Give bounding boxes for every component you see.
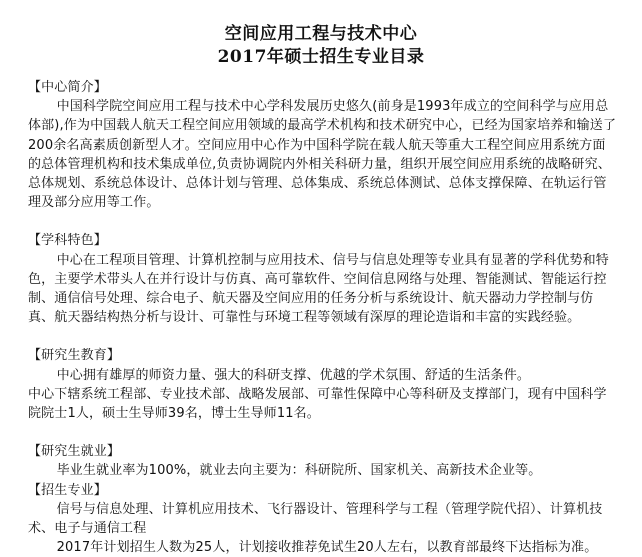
section-employment bbox=[28, 442, 618, 480]
discipline-paragraph: 中心在工程项目管理、计算机控制与应用技术、信号与信息处理等专业具有显著的学科优势和特色，主要学术带头人在并行设计与仿真、高可靠软件、空间信息网络与处理、智能测试、智能运行控制、通信信号处理、综合电子、航天器及空间应用的任务分析与系统设计、航天器动力学控制与仿真、航天器结构热分析与设计、可靠性与环境工程等领域有深厚的理论造诣和丰富的实践经验。 bbox=[28, 252, 609, 326]
section-heading-employment: 【研究生就业】 bbox=[28, 444, 121, 460]
section-majors bbox=[28, 481, 618, 557]
section-heading-majors: 【招生专业】 bbox=[28, 482, 107, 498]
education-paragraph-1: 中心拥有雄厚的师资力量、强大的科研支撑、优越的学术氛围、舒适的生活条件。 bbox=[56, 367, 530, 383]
section-intro bbox=[28, 78, 618, 212]
document-content bbox=[28, 78, 618, 557]
majors-plan-paragraph: 2017年计划招生人数为25人，计划接收推荐免试生20人左右，以教育部最终下达指标为准。 bbox=[56, 540, 598, 556]
education-paragraph-2: 中心下辖系统工程部、专业技术部、战略发展部、可靠性保障中心等科研及支撑部门，现有中国科学院院士1人，硕士生导师39名，博士生导师11名。 bbox=[28, 386, 607, 422]
section-education bbox=[28, 346, 618, 423]
spacer bbox=[28, 212, 618, 231]
section-heading-discipline: 【学科特色】 bbox=[28, 233, 107, 249]
majors-list-paragraph: 信号与信息处理、计算机应用技术、飞行器设计、管理科学与工程（管理学院代招）、计算机技术、电子与通信工程 bbox=[28, 501, 603, 537]
spacer bbox=[28, 423, 618, 442]
page-subtitle: 2017年硕士招生专业目录 bbox=[217, 47, 425, 67]
section-heading-intro: 【中心简介】 bbox=[28, 80, 107, 95]
employment-paragraph: 毕业生就业率为100%，就业去向主要为：科研院所、国家机关、高新技术企业等。 bbox=[56, 463, 542, 479]
section-heading-education: 【研究生教育】 bbox=[28, 348, 121, 364]
spacer bbox=[28, 327, 618, 346]
page-title: 空间应用工程与技术中心 bbox=[224, 24, 418, 44]
intro-paragraph: 中国科学院空间应用工程与技术中心学科发展历史悠久(前身是1993年成立的空间科学与应用总体部),作为中国载人航天工程空间应用领域的最高学术机构和技术研究中心，已经为国家培养和输送了200余名高素质创新型人才。空间应用中心作为中国科学院在载人航天等重大工程空间应用系统方面的总体管理机构和技术集成单位,负责协调院内外相关科研力量，组织开展空间应用系统的战略研究、总体规划、系统总体设计、总体计划与管理、总体集成、系统总体测试、总体支撑保障、在轨运行管理及部分应用等工作。 bbox=[28, 99, 617, 211]
section-discipline bbox=[28, 231, 618, 327]
